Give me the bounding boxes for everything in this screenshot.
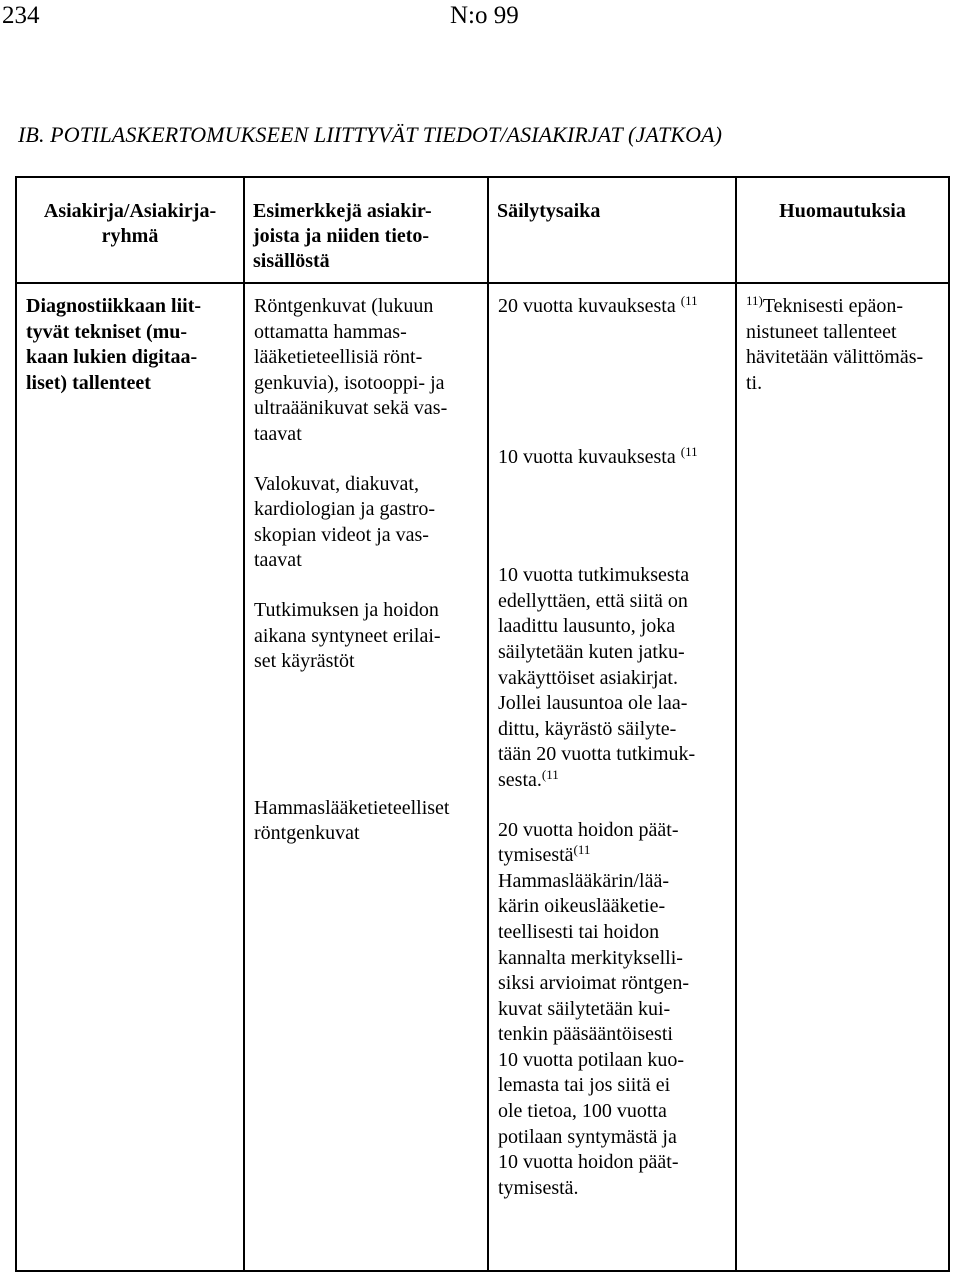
issue-number: N:o 99 — [450, 2, 519, 29]
retention-entry: 10 vuotta tutkimuksesta edellyttäen, että siitä on laadittu lausunto, joka säilytetään kuten jatku- vakäyttöiset asiakirjat. Jollei lausuntoa ole laa- dittu, käyrästö säilyte- tään 20 vuotta tutkimuk- sesta.$^{(11}$ — [498, 564, 696, 791]
page-header — [0, 0, 960, 40]
table-header-row — [16, 177, 949, 283]
records-table — [15, 176, 950, 1272]
retention-entry: 10 vuotta kuvauksesta $^{(11}$ — [498, 443, 698, 468]
example-entry: Valokuvat, diakuvat, kardiologian ja gastro- skopian videot ja vas- taavat — [254, 472, 436, 572]
column-header-retention: Säilytysaika — [488, 177, 736, 283]
retention-entry: 20 vuotta hoidon päät- tymisestä$^{(11}$ Hammaslääkärin/lää- kärin oikeuslääketie- teellisesti tai hoidon kannalta merkitykselli- siksi arvioimat röntgen- kuvat säilytetään kui- tenkin pääsääntöisesti 10 vuotta potilaan kuo- lemasta tai jos siitä ei ole tietoa, 100 vuotta potilaan syntymästä ja 10 vuotta hoidon päät- tymisestä. — [498, 818, 690, 1199]
retention-cell — [488, 283, 736, 1271]
example-entry: Röntgenkuvat (lukuun ottamatta hammas- lääketieteellisiä rönt- genkuvia), isotooppi- ja ultraäänikuvat sekä vas- taavat — [254, 295, 448, 445]
remarks-cell: $^{11)}$Teknisesti epäon- nistuneet tallenteet hävitetään välittömäs- ti. — [736, 283, 949, 1271]
examples-cell — [244, 283, 488, 1271]
column-header-examples: Esimerkkejä asiakir- joista ja niiden tieto- sisällöstä — [244, 177, 488, 283]
retention-entry: 20 vuotta kuvauksesta $^{(11}$ — [498, 293, 698, 317]
page-number: 234 — [2, 2, 40, 29]
column-header-remarks: Huomautuksia — [736, 177, 949, 283]
document-group-cell: Diagnostiikkaan liit- tyvät tekniset (mu- kaan lukien digitaa- liset) tallenteet — [16, 283, 244, 1271]
table-row — [16, 283, 949, 1271]
column-header-document: Asiakirja/Asiakirja- ryhmä — [16, 177, 244, 283]
example-entry: Hammaslääketieteelliset röntgenkuvat — [254, 796, 450, 845]
example-entry: Tutkimuksen ja hoidon aikana syntyneet erilai- set käyrästöt — [254, 598, 441, 673]
section-title: IB. POTILASKERTOMUKSEEN LIITTYVÄT TIEDOT/ASIAKIRJAT (JATKOA) — [18, 122, 723, 147]
